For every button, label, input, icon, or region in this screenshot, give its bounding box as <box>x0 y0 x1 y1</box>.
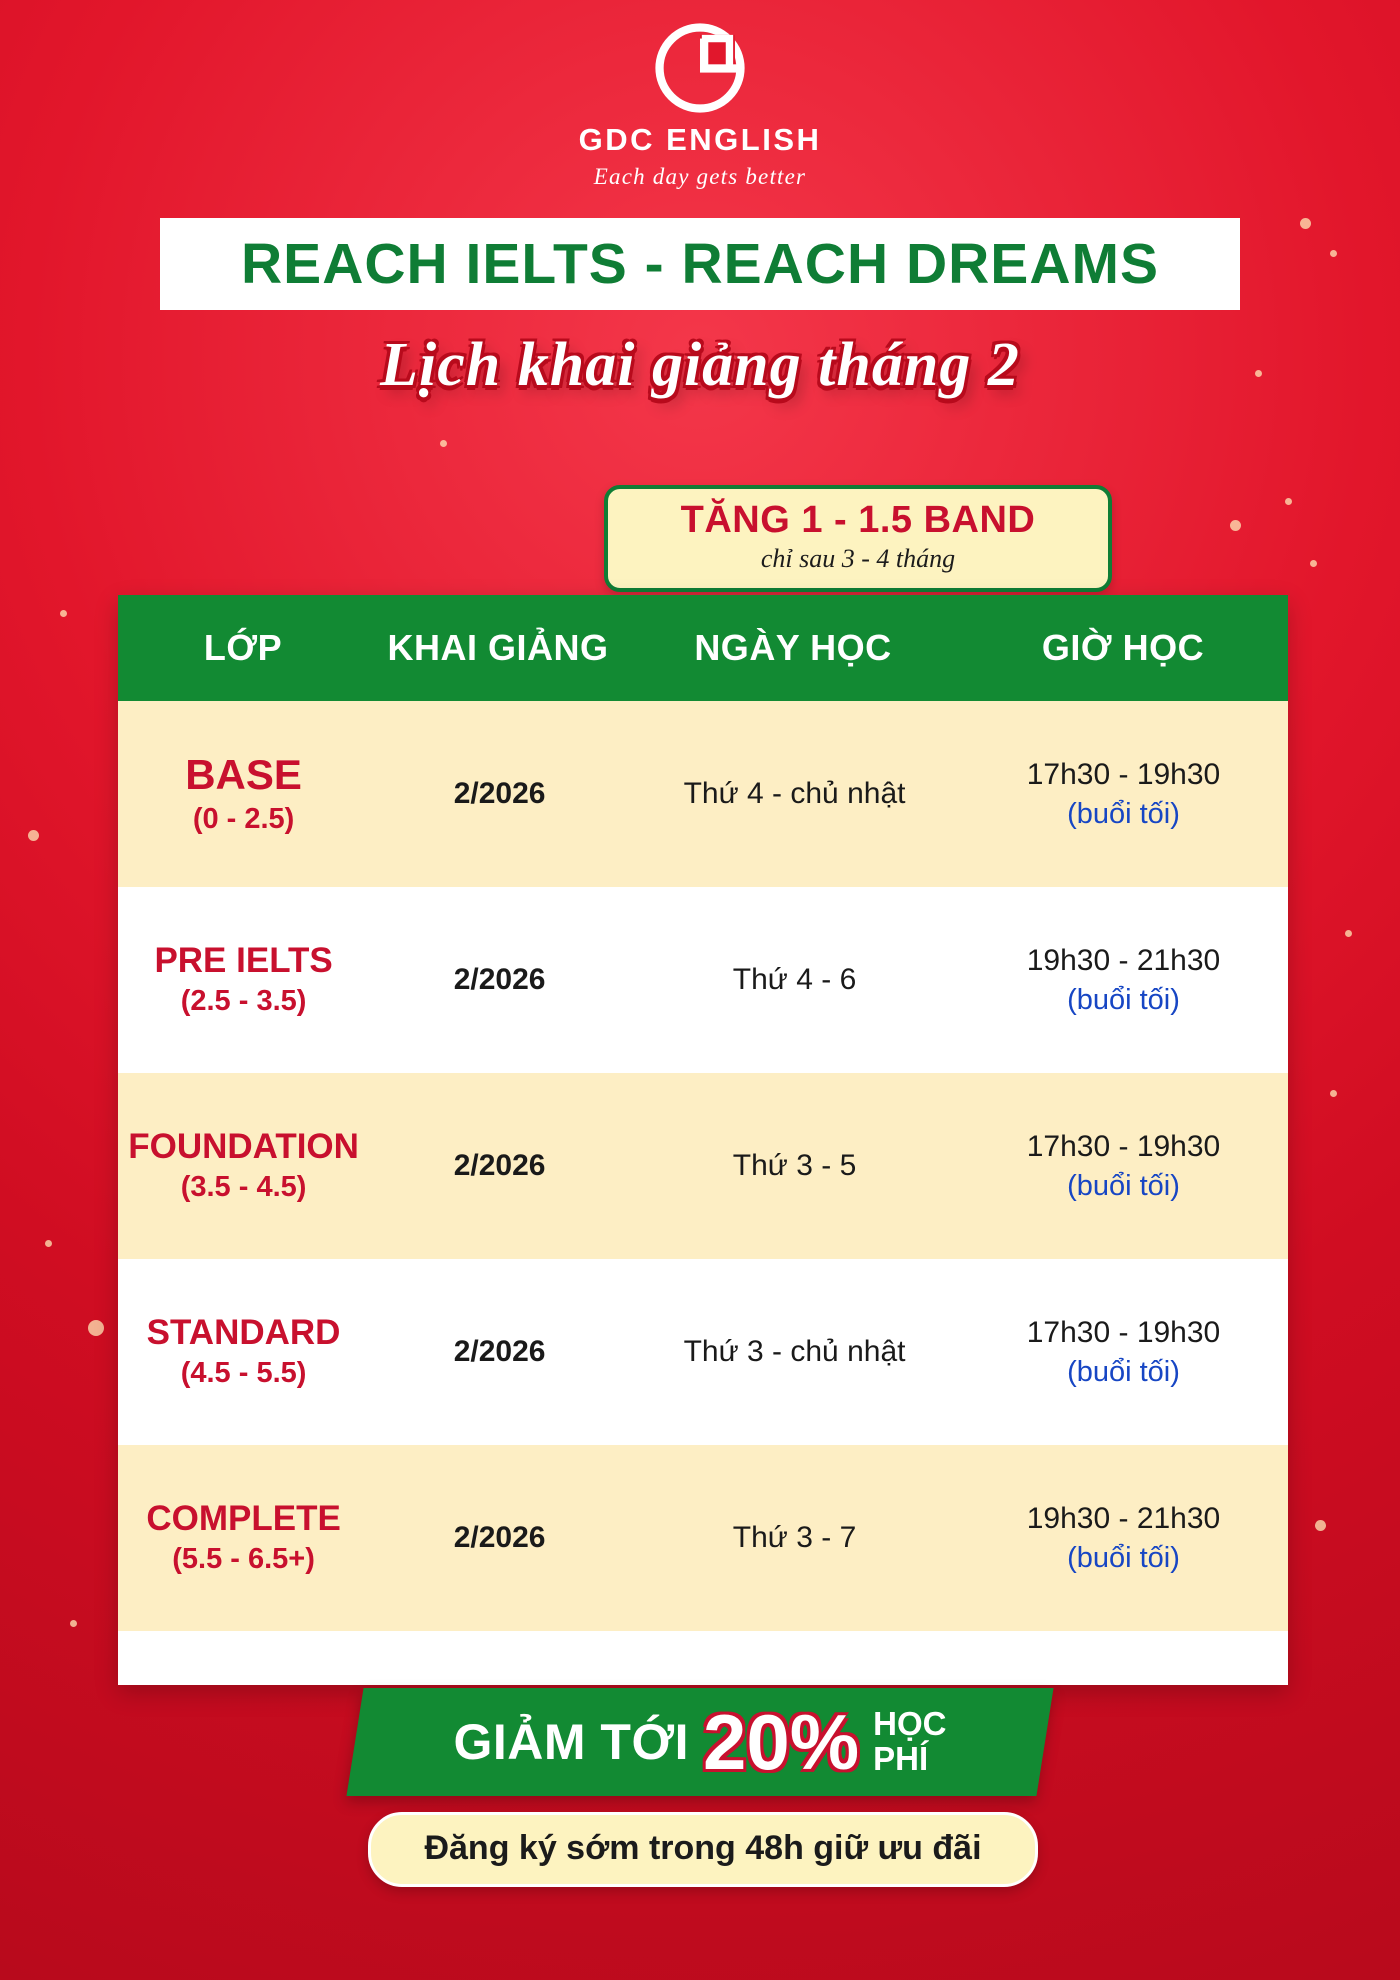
time-note: (buổi tối) <box>1067 1541 1180 1574</box>
table-row <box>118 1073 1288 1259</box>
time-note: (buổi tối) <box>1067 797 1180 830</box>
cell-start: 2/2026 <box>453 1335 546 1368</box>
sparkle-dot <box>1285 498 1292 505</box>
cell-days: Thứ 3 - 5 <box>732 1149 857 1182</box>
time-range: 17h30 - 19h30 <box>1026 1130 1221 1164</box>
cell-days: Thứ 4 - 6 <box>732 963 857 996</box>
time-range: 19h30 - 21h30 <box>1026 1502 1221 1536</box>
cta-label: Đăng ký sớm trong 48h giữ ưu đãi <box>424 1829 982 1867</box>
time-note: (buổi tối) <box>1067 1169 1180 1202</box>
cell-time <box>959 1493 1288 1583</box>
sparkle-dot <box>1330 1090 1337 1097</box>
brand-name: GDC ENGLISH <box>578 122 822 157</box>
sparkle-dot <box>440 440 447 447</box>
sparkle-dot <box>88 1320 104 1336</box>
page-title: REACH IELTS - REACH DREAMS <box>241 232 1159 296</box>
cell-time <box>959 1307 1288 1397</box>
cell-days: Thứ 3 - chủ nhật <box>683 1335 906 1368</box>
cell-time <box>959 1121 1288 1211</box>
cell-level <box>118 936 369 1024</box>
promise-subtitle: chỉ sau 3 - 4 tháng <box>760 544 956 573</box>
brand-block <box>0 22 1400 190</box>
discount-ribbon <box>346 1688 1053 1796</box>
headline-banner <box>160 218 1240 310</box>
cell-level <box>118 746 369 841</box>
level-range: (2.5 - 3.5) <box>180 984 307 1017</box>
table-row <box>118 1259 1288 1445</box>
level-range: (3.5 - 4.5) <box>180 1170 307 1203</box>
time-range: 17h30 - 19h30 <box>1026 758 1221 792</box>
schedule-table <box>118 595 1288 1685</box>
sparkle-dot <box>1330 250 1337 257</box>
discount-prefix: GIẢM TỚI <box>453 1714 690 1770</box>
cell-level <box>118 1122 369 1210</box>
table-row <box>118 701 1288 887</box>
cell-level <box>118 1494 369 1582</box>
sparkle-dot <box>60 610 67 617</box>
gdc-circle-logo-icon <box>654 22 746 114</box>
cell-start: 2/2026 <box>453 1149 546 1182</box>
level-name: COMPLETE <box>146 1499 341 1539</box>
subheadline: Lịch khai giảng tháng 2 <box>380 331 1020 399</box>
level-name: BASE <box>185 751 302 799</box>
level-name: FOUNDATION <box>128 1127 359 1167</box>
cell-start: 2/2026 <box>453 777 546 810</box>
cell-start: 2/2026 <box>453 963 546 996</box>
level-range: (0 - 2.5) <box>192 802 295 835</box>
column-header-start: KHAI GIẢNG <box>387 627 609 668</box>
time-range: 19h30 - 21h30 <box>1026 944 1221 978</box>
cell-time <box>959 935 1288 1025</box>
sparkle-dot <box>1310 560 1317 567</box>
cell-days: Thứ 3 - 7 <box>732 1521 857 1554</box>
discount-suffix-line1: HỌC <box>873 1705 947 1743</box>
sparkle-dot <box>45 1240 52 1247</box>
promise-badge <box>604 485 1112 592</box>
column-header-level: LỚP <box>203 627 283 668</box>
table-footer-spacer <box>118 1631 1288 1685</box>
level-name: PRE IELTS <box>154 941 333 981</box>
sparkle-dot <box>1315 1520 1326 1531</box>
cell-days: Thứ 4 - chủ nhật <box>683 777 906 810</box>
time-note: (buổi tối) <box>1067 1355 1180 1388</box>
level-range: (5.5 - 6.5+) <box>172 1542 315 1575</box>
column-header-time: GIỜ HỌC <box>1041 627 1205 668</box>
cell-start: 2/2026 <box>453 1521 546 1554</box>
discount-suffix-line2: PHÍ <box>873 1740 929 1777</box>
time-range: 17h30 - 19h30 <box>1026 1316 1221 1350</box>
sparkle-dot <box>1300 218 1311 229</box>
level-range: (4.5 - 5.5) <box>180 1356 307 1389</box>
promise-title: TĂNG 1 - 1.5 BAND <box>680 499 1036 541</box>
cell-time <box>959 749 1288 839</box>
table-row <box>118 887 1288 1073</box>
discount-suffix <box>873 1707 946 1776</box>
sparkle-dot <box>28 830 39 841</box>
table-row <box>118 1445 1288 1631</box>
brand-tagline: Each day gets better <box>593 164 807 189</box>
column-header-days: NGÀY HỌC <box>694 627 892 668</box>
cta-banner[interactable] <box>368 1812 1038 1887</box>
table-header-row <box>118 595 1288 701</box>
cell-level <box>118 1308 369 1396</box>
sparkle-dot <box>1345 930 1352 937</box>
time-note: (buổi tối) <box>1067 983 1180 1016</box>
sparkle-dot <box>1230 520 1241 531</box>
level-name: STANDARD <box>146 1313 341 1353</box>
discount-amount: 20% <box>703 1697 860 1786</box>
sparkle-dot <box>70 1620 77 1627</box>
